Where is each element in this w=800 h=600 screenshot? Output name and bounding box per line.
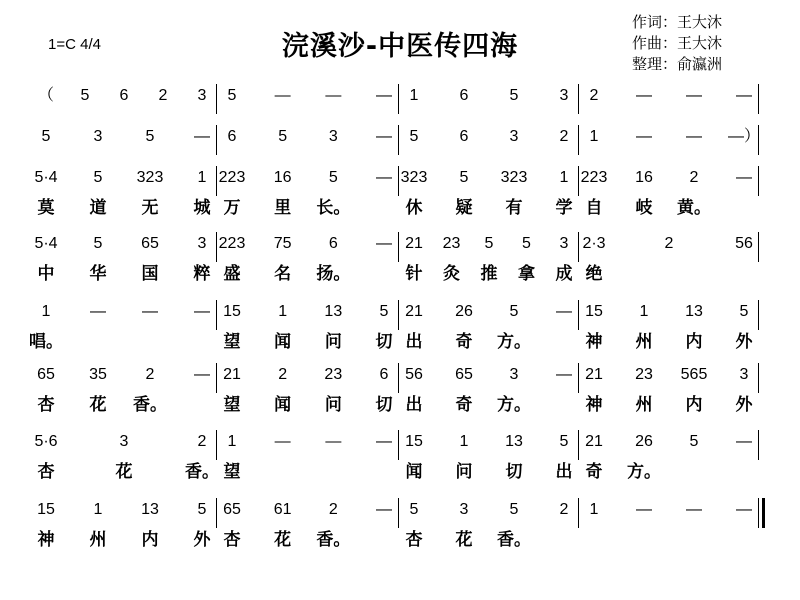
lyric-syllable: 奇 [455, 332, 473, 352]
barline [578, 125, 579, 155]
lyric-syllable: 扬。 [316, 264, 351, 284]
lyric-syllable: 出 [405, 395, 423, 415]
barline [758, 430, 759, 460]
note: — [325, 433, 342, 450]
note: 65 [37, 366, 55, 383]
barline [578, 166, 579, 196]
lyric-syllable: 香。 [185, 462, 219, 482]
note: 1 [197, 169, 207, 186]
barline [216, 300, 217, 330]
lyric-syllable: 长。 [316, 198, 351, 218]
note: 5 [93, 169, 103, 186]
barline [398, 300, 399, 330]
lyric-syllable: 切 [505, 462, 523, 482]
note: 5 [41, 128, 51, 145]
note: 5 [409, 501, 419, 518]
note: — [142, 303, 158, 320]
note: （ [37, 87, 55, 104]
note: 15 [405, 433, 423, 450]
note: 21 [223, 366, 241, 383]
note: 1 [459, 433, 469, 450]
lyric-syllable: 花 [115, 462, 133, 482]
final-barline [762, 498, 765, 528]
note: 23 [635, 366, 653, 383]
note: — [686, 87, 702, 104]
note: 21 [405, 235, 423, 252]
note: 3 [459, 501, 469, 518]
lyric-syllable: 无 [141, 198, 159, 218]
note: 2 [328, 501, 338, 518]
lyric-syllable: 州 [635, 395, 653, 415]
note: 5 [227, 87, 237, 104]
lyric-syllable: 绝 [585, 264, 603, 284]
note: — [736, 501, 752, 518]
note: 35 [89, 366, 107, 383]
note: 5 [484, 235, 494, 252]
note: 5 [522, 235, 531, 252]
lyric-syllable: 杏 [223, 530, 241, 550]
lyric-syllable: 切 [375, 395, 393, 415]
note: 2 [589, 87, 599, 104]
note: — [325, 87, 342, 104]
note: 1 [278, 303, 288, 320]
note: 15 [37, 501, 55, 518]
lyric-syllable: 外 [193, 530, 211, 550]
lyric-syllable: 望 [223, 332, 241, 352]
lyric-syllable: 方。 [497, 395, 531, 415]
lyric-syllable: 出 [555, 462, 573, 482]
note: — [686, 501, 702, 518]
lyricist-credit: 作词：王大沐 [632, 13, 723, 31]
note: 26 [455, 303, 473, 320]
lyric-syllable: 盛 [223, 264, 241, 284]
note: — [194, 128, 210, 145]
note: 5 [80, 87, 90, 104]
barline [578, 430, 579, 460]
note: 5·4 [34, 235, 58, 252]
lyric-syllable: 方。 [627, 462, 661, 482]
note: 6 [119, 87, 129, 104]
note: — [90, 303, 106, 320]
note: 5 [93, 235, 103, 252]
note: — [556, 366, 572, 383]
note: — [686, 128, 702, 145]
note: 3 [328, 128, 338, 145]
note: 21 [585, 366, 603, 383]
note: 323 [136, 169, 164, 186]
note: 5 [739, 303, 749, 320]
note: — [376, 169, 392, 186]
barline [398, 166, 399, 196]
barline [578, 84, 579, 114]
note: 3 [509, 366, 519, 383]
note: 3 [739, 366, 749, 383]
barline [758, 300, 759, 330]
note: 2 [197, 433, 207, 450]
lyric-syllable: 莫 [37, 198, 55, 218]
note: 16 [273, 169, 292, 186]
lyric-syllable: 针 [405, 264, 423, 284]
note: 2 [559, 128, 569, 145]
note: 5 [409, 128, 419, 145]
note: 5 [145, 128, 155, 145]
barline [398, 498, 399, 528]
note: 15 [223, 303, 241, 320]
lyric-syllable: 望 [223, 462, 241, 482]
lyric-syllable: 杏 [37, 395, 55, 415]
barline [758, 166, 759, 196]
note: 2 [559, 501, 569, 518]
note: 565 [680, 366, 708, 383]
note: — [376, 235, 392, 252]
note: — [636, 128, 652, 145]
note: 5 [509, 303, 519, 320]
lyric-syllable: 望 [223, 395, 241, 415]
lyric-syllable: 里 [274, 198, 292, 218]
note: 223 [580, 169, 608, 186]
lyric-syllable: 州 [89, 530, 107, 550]
barline [578, 363, 579, 393]
note: 1 [227, 433, 237, 450]
barline [216, 430, 217, 460]
note: 5 [509, 87, 519, 104]
lyric-syllable: 外 [735, 332, 753, 352]
note: 56 [735, 235, 753, 252]
barline [398, 84, 399, 114]
lyric-syllable: 出 [405, 332, 423, 352]
note: — [376, 501, 392, 518]
barline [758, 498, 759, 528]
note: 5 [197, 501, 207, 518]
note: — [376, 87, 392, 104]
note: 23 [324, 366, 343, 383]
note: — [736, 87, 752, 104]
note: 56 [405, 366, 423, 383]
lyric-syllable: 推 [480, 264, 498, 284]
barline [216, 125, 217, 155]
song-title: 浣溪沙-中医传四海 [281, 31, 519, 62]
note: 65 [141, 235, 159, 252]
barline [578, 300, 579, 330]
lyric-syllable: 香。 [316, 530, 351, 550]
note: 21 [405, 303, 423, 320]
lyric-syllable: 杏 [37, 462, 55, 482]
note: 6 [459, 128, 469, 145]
barline [216, 166, 217, 196]
lyric-syllable: 神 [37, 530, 55, 550]
note: 5 [559, 433, 569, 450]
note: 5 [379, 303, 389, 320]
note: 2 [664, 235, 674, 252]
note: 61 [273, 501, 292, 518]
note: — [736, 433, 752, 450]
barline [578, 232, 579, 262]
lyric-syllable: 粹 [193, 264, 211, 284]
note: 3 [197, 87, 207, 104]
barline [398, 232, 399, 262]
lyric-syllable: 自 [585, 198, 603, 218]
note: — [274, 87, 291, 104]
note: 16 [635, 169, 653, 186]
note: 15 [585, 303, 603, 320]
lyric-syllable: 花 [89, 395, 107, 415]
barline [398, 363, 399, 393]
note: 23 [442, 235, 461, 252]
note: 65 [455, 366, 473, 383]
lyric-syllable: 华 [89, 264, 107, 284]
note: — [556, 303, 572, 320]
note: 1 [559, 169, 569, 186]
lyric-syllable: 州 [635, 332, 653, 352]
lyric-syllable: 万 [223, 198, 241, 218]
key-signature: 1=C 4/4 [48, 36, 101, 53]
lyric-syllable: 香。 [133, 395, 167, 415]
note: 2 [689, 169, 699, 186]
note: 323 [500, 169, 528, 186]
note: 1 [639, 303, 649, 320]
note: 13 [141, 501, 159, 518]
lyric-syllable: 唱。 [29, 332, 63, 352]
note: 3 [559, 87, 569, 104]
note: 13 [685, 303, 703, 320]
note: 13 [505, 433, 523, 450]
note: 3 [93, 128, 103, 145]
note: 6 [459, 87, 469, 104]
barline [398, 430, 399, 460]
lyric-syllable: 神 [585, 332, 603, 352]
barline [758, 84, 759, 114]
lyric-syllable: 奇 [455, 395, 473, 415]
barline [758, 363, 759, 393]
lyric-syllable: 有 [505, 198, 523, 218]
lyric-syllable: 闻 [274, 332, 292, 352]
lyric-syllable: 成 [555, 264, 573, 284]
lyric-syllable: 花 [455, 530, 473, 550]
note: — [194, 366, 210, 383]
arranger-credit: 整理：俞瀛洲 [632, 55, 723, 73]
barline [758, 232, 759, 262]
lyric-syllable: 道 [89, 198, 107, 218]
lyric-syllable: 问 [324, 395, 342, 415]
lyric-syllable: 花 [274, 530, 292, 550]
note: — [736, 169, 752, 186]
lyric-syllable: 奇 [585, 462, 603, 482]
note: 5 [689, 433, 699, 450]
note: — [376, 128, 392, 145]
note: 223 [218, 169, 246, 186]
lyric-syllable: 神 [585, 395, 603, 415]
lyric-syllable: 名 [274, 264, 292, 284]
note: 3 [559, 235, 569, 252]
note: 2 [158, 87, 168, 104]
lyric-syllable: 闻 [274, 395, 292, 415]
lyric-syllable: 问 [455, 462, 473, 482]
note: 2 [278, 366, 288, 383]
lyric-syllable: 中 [37, 264, 55, 284]
barline [578, 498, 579, 528]
note: 21 [585, 433, 603, 450]
note: 2·3 [582, 235, 606, 252]
note: 5·6 [34, 433, 58, 450]
note: 13 [324, 303, 343, 320]
lyric-syllable: 内 [685, 395, 703, 415]
lyric-syllable: 拿 [518, 264, 535, 284]
note: — [636, 87, 652, 104]
note: 1 [41, 303, 51, 320]
note: — [194, 303, 210, 320]
note: 3 [119, 433, 129, 450]
note: 2 [145, 366, 155, 383]
note: 5 [328, 169, 338, 186]
barline [216, 232, 217, 262]
note: 5 [509, 501, 519, 518]
lyric-syllable: 内 [685, 332, 703, 352]
lyric-syllable: 国 [141, 264, 159, 284]
lyric-syllable: 方。 [497, 332, 531, 352]
note: 223 [218, 235, 246, 252]
note: 3 [197, 235, 207, 252]
barline [216, 84, 217, 114]
note: 6 [227, 128, 237, 145]
note: — [636, 501, 652, 518]
barline [216, 498, 217, 528]
note: —） [727, 128, 761, 145]
note: 3 [509, 128, 519, 145]
note: 5·4 [34, 169, 58, 186]
lyric-syllable: 灸 [443, 264, 460, 284]
note: — [376, 433, 392, 450]
note: 5 [278, 128, 288, 145]
lyric-syllable: 内 [141, 530, 159, 550]
lyric-syllable: 切 [375, 332, 393, 352]
note: 6 [379, 366, 389, 383]
lyric-syllable: 杏 [405, 530, 423, 550]
note: 6 [328, 235, 338, 252]
note: 65 [223, 501, 241, 518]
lyric-syllable: 学 [555, 198, 573, 218]
note: 1 [589, 128, 599, 145]
lyric-syllable: 闻 [405, 462, 423, 482]
lyric-syllable: 城 [193, 198, 211, 218]
note: 5 [459, 169, 469, 186]
note: — [274, 433, 291, 450]
barline [398, 125, 399, 155]
lyric-syllable: 外 [735, 395, 753, 415]
lyric-syllable: 黄。 [677, 198, 711, 218]
lyric-syllable: 岐 [635, 198, 653, 218]
lyric-syllable: 香。 [497, 530, 531, 550]
note: 1 [409, 87, 419, 104]
note: 1 [93, 501, 103, 518]
note: 1 [589, 501, 599, 518]
note: 26 [635, 433, 653, 450]
note: 323 [400, 169, 428, 186]
composer-credit: 作曲：王大沐 [632, 34, 723, 52]
lyric-syllable: 休 [405, 198, 423, 218]
lyric-syllable: 疑 [455, 198, 473, 218]
lyric-syllable: 问 [324, 332, 342, 352]
note: 75 [273, 235, 292, 252]
barline [216, 363, 217, 393]
